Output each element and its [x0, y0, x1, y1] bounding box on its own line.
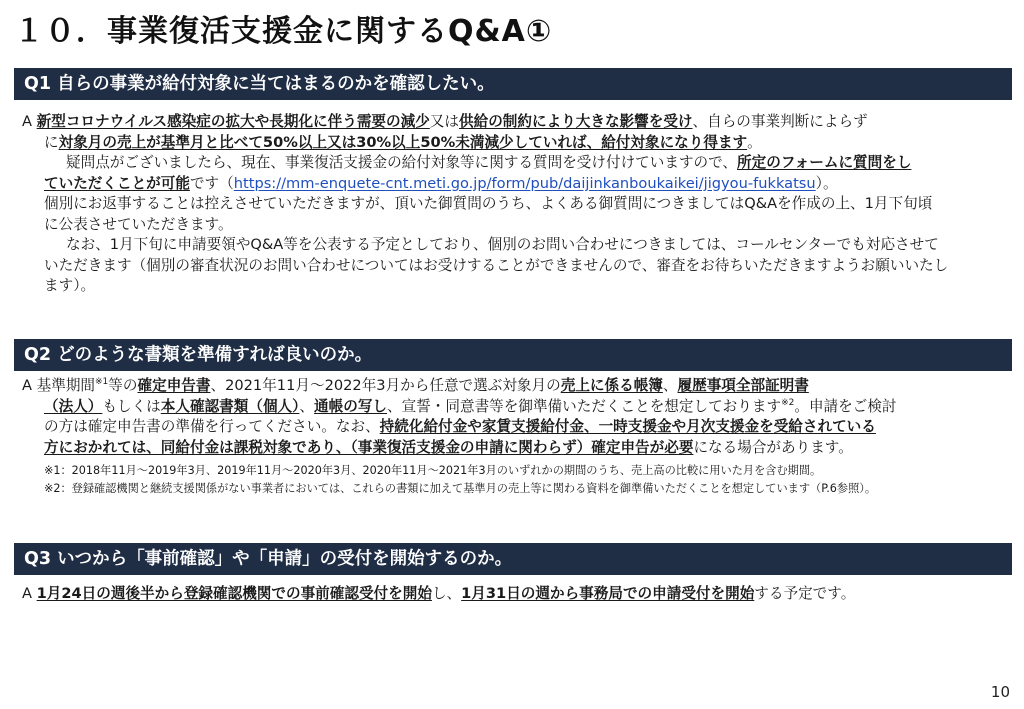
q1-answer-line-7: なお、1月下旬に申請要領やQ&A等を公表する予定としており、個別のお問い合わせにつきましては、コールセンターでも対応させて [66, 236, 939, 253]
emphasis-text: ていただくことが可能 [44, 174, 190, 192]
q1-answer-line-9: ます）。 [44, 277, 96, 294]
body-text: 。 [747, 133, 762, 151]
emphasis-text: 売上に係る帳簿 [560, 377, 663, 394]
body-text: 等の [108, 377, 138, 394]
body-text: になる場合があります。 [693, 438, 853, 456]
answer-label: A [22, 585, 32, 602]
body-text: 、宣誓・同意書等を御準備いただくことを想定しております [387, 397, 782, 415]
emphasis-text: 方におかれては、同給付金は課税対象であり、（事業復活支援金の申請に関わらず）確定申告が必要 [44, 438, 694, 456]
emphasis-text: 1月24日の週後半から登録確認機関での事前確認受付を開始 [36, 585, 432, 602]
q3-header: Q3 いつから「事前確認」や「申請」の受付を開始するのか。 [14, 543, 1012, 575]
emphasis-text: （法人） [44, 397, 103, 415]
q1-header: Q1 自らの事業が給付対象に当てはまるのかを確認したい。 [14, 68, 1012, 100]
q1-answer [22, 112, 1012, 297]
body-text: する予定です。 [754, 585, 856, 602]
emphasis-text: 所定のフォームに質問をし [737, 154, 912, 171]
footnote-2: ※2：登録確認機関と継続支援関係がない事業者においては、これらの書類に加えて基準月の売上等に関わる資料を御準備いただくことを想定しています（P.6参照）。 [44, 482, 877, 495]
emphasis-text: 供給の制約により大きな影響を受け [459, 113, 693, 130]
body-text: 基準期間 [36, 377, 96, 394]
emphasis-text: 通帳の写し [314, 397, 388, 415]
emphasis-text: 確定申告書 [137, 377, 211, 394]
emphasis-text: 持続化給付金や家賃支援給付金、一時支援金や月次支援金を受給されている [379, 418, 876, 435]
q1-answer-line-8: いただきます（個別の審査状況のお問い合わせについてはお受けすることができませんので、審査をお待ちいただきますようお願いいたし [44, 256, 949, 274]
answer-label: A [22, 377, 32, 394]
emphasis-text: 新型コロナウイルス感染症の拡大や長期化に伴う需要の減少 [36, 113, 430, 130]
footnote-1: ※1：2018年11月～2019年3月、2019年11月～2020年3月、2020年11月～2021年3月のいずれかの期間のうち、売上高の比較に用いた月を含む期間。 [44, 464, 822, 477]
emphasis-text: 本人確認書類（個人） [160, 397, 300, 415]
q2-answer-line-1 [22, 376, 1012, 397]
body-text: 、2021年11月～2022年3月から任意で選ぶ対象月の [210, 377, 561, 394]
body-text: ）。 [815, 174, 838, 192]
body-text: です（ [189, 174, 234, 192]
q2-answer-line-3 [22, 417, 1012, 438]
body-text: し、 [431, 585, 462, 602]
q1-answer-line-5: 個別にお返事することは控えさせていただきますが、頂いた御質問のうち、よくある御質問につきましてはQ&Aを作成の上、1月下旬頃 [44, 195, 933, 212]
q2-answer [22, 376, 1012, 498]
body-text: 、 [662, 377, 678, 394]
q2-header: Q2 どのような書類を準備すれば良いのか。 [14, 339, 1012, 371]
page-number: 10 [990, 683, 1010, 701]
q1-answer-line-3 [22, 153, 1012, 174]
page-title: １０．事業復活支援金に関するQ&A① [14, 14, 553, 49]
q1-answer-line-4 [22, 174, 1012, 195]
footnote-marker: ※1 [95, 377, 109, 388]
q3-answer-line-1 [22, 584, 1012, 605]
body-text: 、自らの事業判断によらず [692, 113, 868, 130]
emphasis-text: 履歴事項全部証明書 [677, 377, 809, 394]
body-text: 。申請をご検討 [794, 397, 897, 415]
q1-answer-line-6: に公表させていただきます。 [44, 215, 233, 233]
body-text: 疑問点がございましたら、現在、事業復活支援金の給付対象等に関する質問を受け付けていますので、 [66, 154, 738, 171]
emphasis-text: 1月31日の週から事務局での申請受付を開始 [461, 585, 755, 602]
body-text: 、 [299, 397, 315, 415]
emphasis-text: 対象月の売上が基準月と比べて50%以上又は30%以上50%未満減少していれば、給付対象になり得ます [58, 133, 748, 151]
body-text: もしくは [102, 397, 161, 415]
q2-answer-line-2 [22, 397, 1012, 418]
q1-answer-line-2 [22, 133, 1012, 154]
body-text: に [44, 133, 59, 151]
footnote-marker: ※2 [781, 397, 795, 408]
q2-answer-line-4 [22, 438, 1012, 459]
q1-answer-line-1 [22, 112, 1012, 133]
body-text: 又は [429, 113, 459, 130]
answer-label: A [22, 113, 32, 130]
q3-answer [22, 584, 1012, 605]
inquiry-form-link[interactable]: https://mm-enquete-cnt.meti.go.jp/form/pub/daijinkanboukaikei/jigyou-fukkatsu [233, 174, 816, 192]
body-text: の方は確定申告書の準備を行ってください。なお、 [44, 418, 380, 435]
